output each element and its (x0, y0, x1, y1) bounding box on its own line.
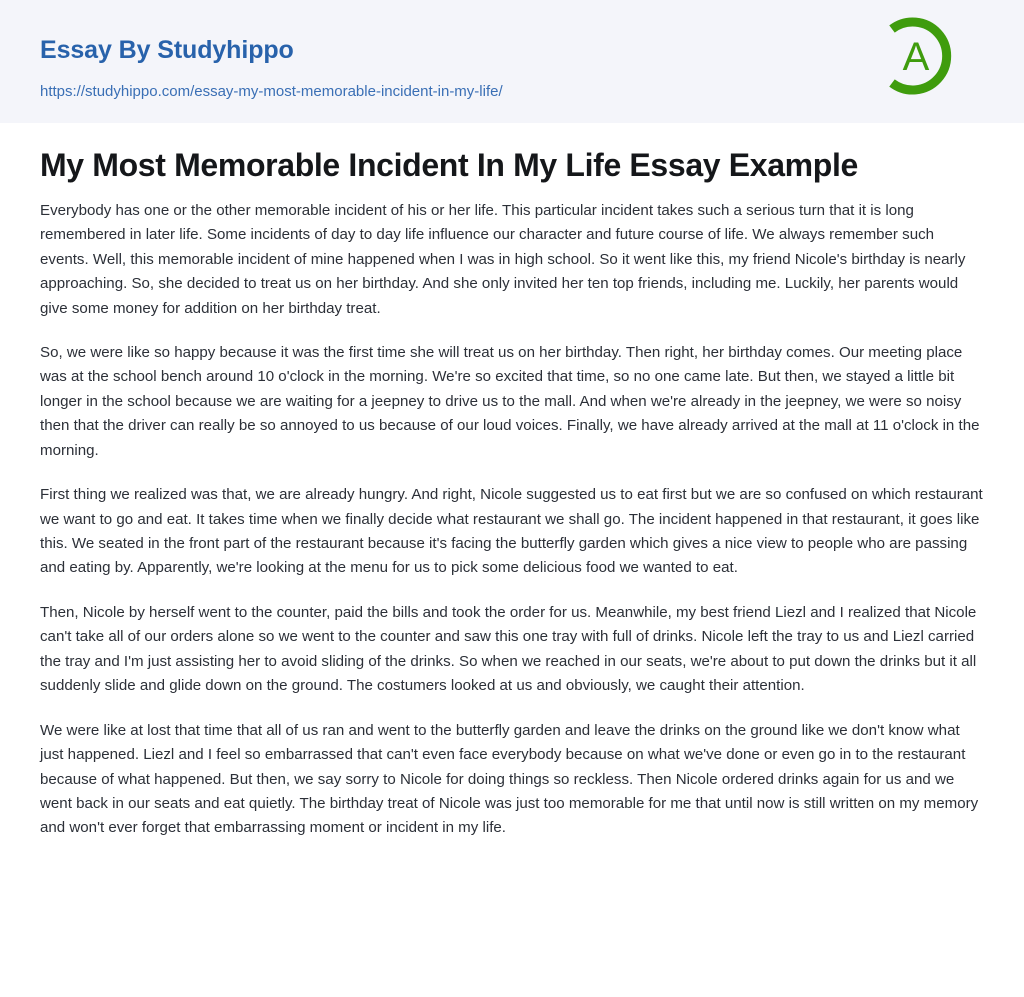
article-paragraph: Everybody has one or the other memorable incident of his or her life. This particular incident takes such a serious turn that it is long remembered in later life. Some incidents of day to day life influence our character and future course of life. We always remember such events. Well, this memorable incident of mine happened when I was in high school. So it went like this, my friend Nicole's birthday is nearly approaching. So, she decided to treat us on her birthday. And she only invited her ten top friends, including me. Luckily, her parents would give some money for addition on her birthday treat. (40, 201, 966, 317)
site-header (0, 0, 1024, 123)
article-body (40, 185, 984, 841)
site-url-link[interactable]: https://studyhippo.com/essay-my-most-memorable-incident-in-my-life/ (40, 83, 503, 100)
brand-logo-icon[interactable] (878, 14, 962, 98)
article-paragraph: First thing we realized was that, we are already hungry. And right, Nicole suggested us to eat first but we are so confused on which restaurant we want to go and eat. It takes time when we finally decide what restaurant we shall go. The incident happened in that restaurant, it goes like this. We seated in the front part of the restaurant because it's facing the butterfly garden which gives a nice view to people who are passing and eating by. Apparently, we're looking at the menu for us to pick some delicious food we wanted to eat. (40, 486, 983, 577)
article-paragraph: So, we were like so happy because it was the first time she will treat us on her birthday. Then right, her birthday comes. Our meeting place was at the school bench around 10 o'clock in the morning. We're so excited that time, so no one came late. But then, we stayed a little bit longer in the school because we are waiting for a jeepney to drive us to the mall. And when we're already in the jeepney, we were so noisy then that the driver can really be so annoyed to us because of our loud voices. Finally, we have already arrived at the mall at 11 o'clock in the morning. (40, 343, 980, 459)
article (0, 123, 1024, 841)
article-paragraph: Then, Nicole by herself went to the counter, paid the bills and took the order for us. Meanwhile, my best friend Liezl and I realized that Nicole can't take all of our orders alone so we went to the counter and saw this one tray with full of drinks. Nicole left the tray to us and Liezl carried the tray and I'm just assisting her to avoid sliding of the drinks. So when we reached in our seats, we're about to put down the drinks but it all suddenly slide and glide down on the ground. The costumers looked at us and obviously, we caught their attention. (40, 603, 977, 695)
page-title: My Most Memorable Incident In My Life Essay Example (40, 147, 858, 183)
header-inner (38, 0, 986, 123)
site-title: Essay By Studyhippo (40, 36, 294, 64)
svg-text:A: A (902, 35, 930, 79)
article-paragraph: We were like at lost that time that all of us ran and went to the butterfly garden and leave the drinks on the ground like we don't know what just happened. Liezl and I feel so embarrassed that can't even face everybody because on what we've done or even go in to the restaurant because of what happened. But then, we say sorry to Nicole for doing things so reckless. Then Nicole ordered drinks again for us and we went back in our seats and eat quietly. The birthday treat of Nicole was just too memorable for me that until now is still written on my memory and won't ever forget that embarrassing moment or incident in my life. (40, 721, 979, 837)
